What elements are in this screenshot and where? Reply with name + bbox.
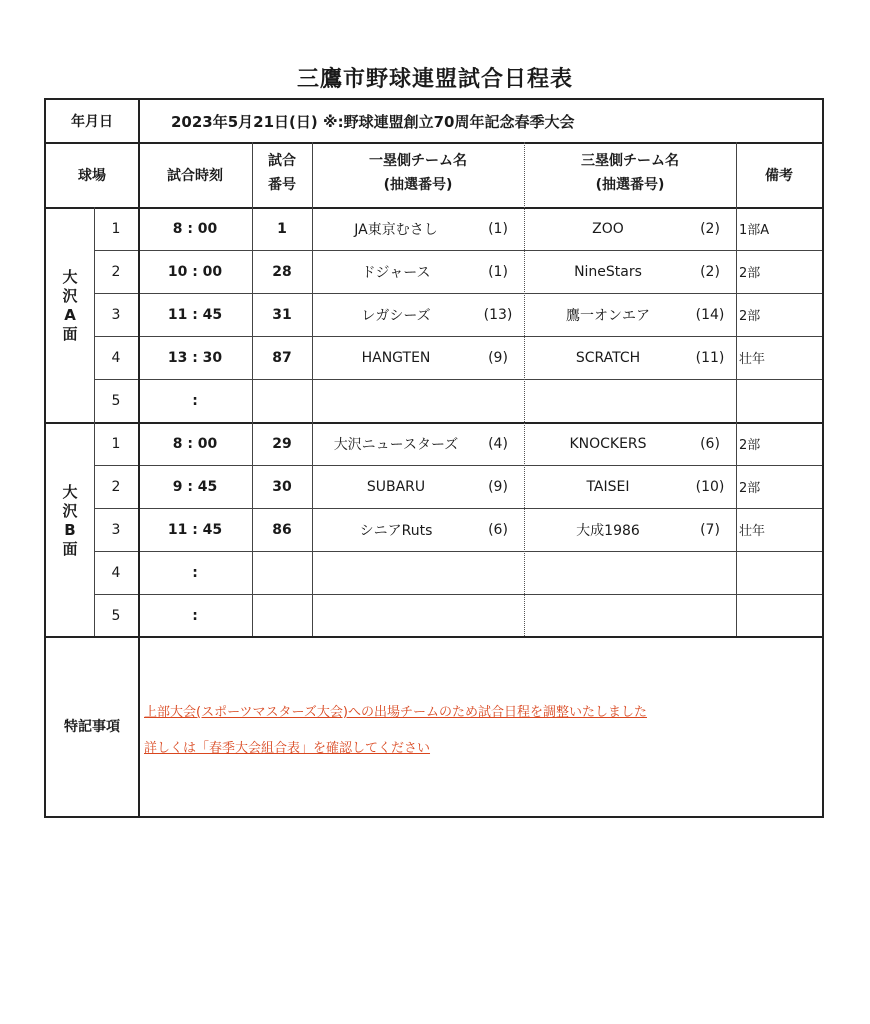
row-note: 壮年 [739, 524, 766, 539]
third-base-team: KNOCKERS [569, 435, 647, 452]
match-time: : [192, 564, 198, 581]
first-base-lot: (1) [488, 263, 508, 280]
match-time: 11 : 45 [167, 306, 223, 323]
header-match-no: 試合 [268, 153, 296, 169]
first-base-team: 大沢ニュースターズ [333, 436, 459, 453]
match-time: 8 : 00 [172, 220, 218, 237]
first-base-lot: (6) [488, 521, 508, 538]
special-note: 上部大会(スポーツマスターズ大会)への出場チームのため試合日程を調整いたしました [144, 705, 647, 720]
first-base-team: HANGTEN [361, 349, 431, 366]
header-time: 試合時刻 [167, 167, 223, 184]
third-base-team: 鷹一オンエア [566, 307, 650, 324]
schedule-table [44, 98, 824, 818]
row-note: 1部A [739, 223, 770, 238]
row-note [736, 594, 822, 637]
first-base-lot: (9) [488, 349, 508, 366]
row-number: 5 [111, 607, 121, 624]
row-note: 2部 [739, 266, 761, 281]
row-note [736, 379, 822, 422]
col-divider [524, 142, 525, 636]
row-note [736, 551, 822, 594]
match-number: 29 [272, 435, 292, 452]
third-base-team: ZOO [592, 220, 624, 237]
row-number: 1 [111, 435, 121, 452]
first-base-team [316, 379, 476, 422]
row-note: 2部 [739, 438, 761, 453]
match-number: 1 [277, 220, 287, 237]
first-base-team: ドジャース [361, 264, 431, 281]
match-number [252, 551, 312, 594]
row-number: 1 [111, 220, 121, 237]
first-base-team: レガシーズ [361, 307, 431, 324]
first-base-lot: (9) [488, 478, 508, 495]
special-note: 詳しくは「春季大会組合表」を確認してください [144, 741, 431, 756]
match-time: 10 : 00 [167, 263, 223, 280]
third-base-lot: (10) [695, 478, 725, 495]
row-number: 3 [111, 521, 121, 538]
row-number: 2 [111, 263, 121, 280]
match-number: 31 [272, 306, 292, 323]
first-base-lot: (1) [488, 220, 508, 237]
first-base-team [316, 594, 476, 637]
venue-name: 大 沢 B 面 [62, 483, 78, 558]
first-base-team: SUBARU [366, 478, 426, 495]
row-number: 2 [111, 478, 121, 495]
row-number: 3 [111, 306, 121, 323]
header-first-base-sub: (抽選番号) [383, 177, 453, 193]
third-base-team: TAISEI [586, 478, 630, 495]
third-base-team: NineStars [574, 263, 642, 280]
match-time: 9 : 45 [172, 478, 218, 495]
header-match-no: 番号 [268, 177, 296, 193]
date-label: 年月日 [71, 114, 113, 130]
third-base-team [528, 551, 688, 594]
third-base-lot: (2) [700, 263, 720, 280]
match-time: 8 : 00 [172, 435, 218, 452]
third-base-team [528, 379, 688, 422]
row-note: 2部 [739, 309, 761, 324]
col-divider [312, 142, 313, 636]
third-base-lot: (7) [700, 521, 720, 538]
match-number [252, 379, 312, 422]
match-number [252, 594, 312, 637]
row-note: 2部 [739, 481, 761, 496]
match-number: 28 [272, 263, 292, 280]
row-note: 壮年 [739, 352, 766, 367]
venue-label-a [55, 268, 85, 344]
date-value: 2023年5月21日(日) ※:野球連盟創立70周年記念春季大会 [171, 112, 575, 131]
match-number: 86 [272, 521, 292, 538]
match-time: 11 : 45 [167, 521, 223, 538]
header-third-base: 三塁側チーム名 [581, 153, 679, 169]
match-time: 13 : 30 [167, 349, 223, 366]
match-number: 87 [272, 349, 292, 366]
first-base-lot [476, 551, 520, 594]
header-notes: 備考 [765, 167, 793, 184]
third-base-lot: (6) [700, 435, 720, 452]
match-time: : [192, 607, 198, 624]
third-base-team: SCRATCH [575, 349, 641, 366]
third-base-lot: (2) [700, 220, 720, 237]
third-base-team [528, 594, 688, 637]
match-time: : [192, 392, 198, 409]
match-number: 30 [272, 478, 292, 495]
row-number: 4 [111, 564, 121, 581]
header-field: 球場 [78, 167, 106, 184]
first-base-team: シニアRuts [359, 522, 433, 539]
row-number: 4 [111, 349, 121, 366]
third-base-lot [688, 379, 732, 422]
first-base-team [316, 551, 476, 594]
header-third-base-sub: (抽選番号) [595, 177, 665, 193]
first-base-lot [476, 594, 520, 637]
special-label: 特記事項 [64, 719, 120, 735]
third-base-lot: (11) [695, 349, 725, 366]
header-first-base: 一塁側チーム名 [369, 153, 467, 169]
first-base-lot [476, 379, 520, 422]
third-base-team: 大成1986 [576, 522, 640, 539]
row-number: 5 [111, 392, 121, 409]
venue-label-b [55, 483, 85, 559]
first-base-team: JA東京むさし [354, 221, 438, 238]
third-base-lot: (14) [695, 306, 725, 323]
first-base-lot: (4) [488, 435, 508, 452]
venue-name: 大 沢 A 面 [62, 268, 78, 343]
third-base-lot [688, 551, 732, 594]
third-base-lot [688, 594, 732, 637]
page-title: 三鷹市野球連盟試合日程表 [296, 67, 573, 92]
first-base-lot: (13) [483, 306, 513, 323]
